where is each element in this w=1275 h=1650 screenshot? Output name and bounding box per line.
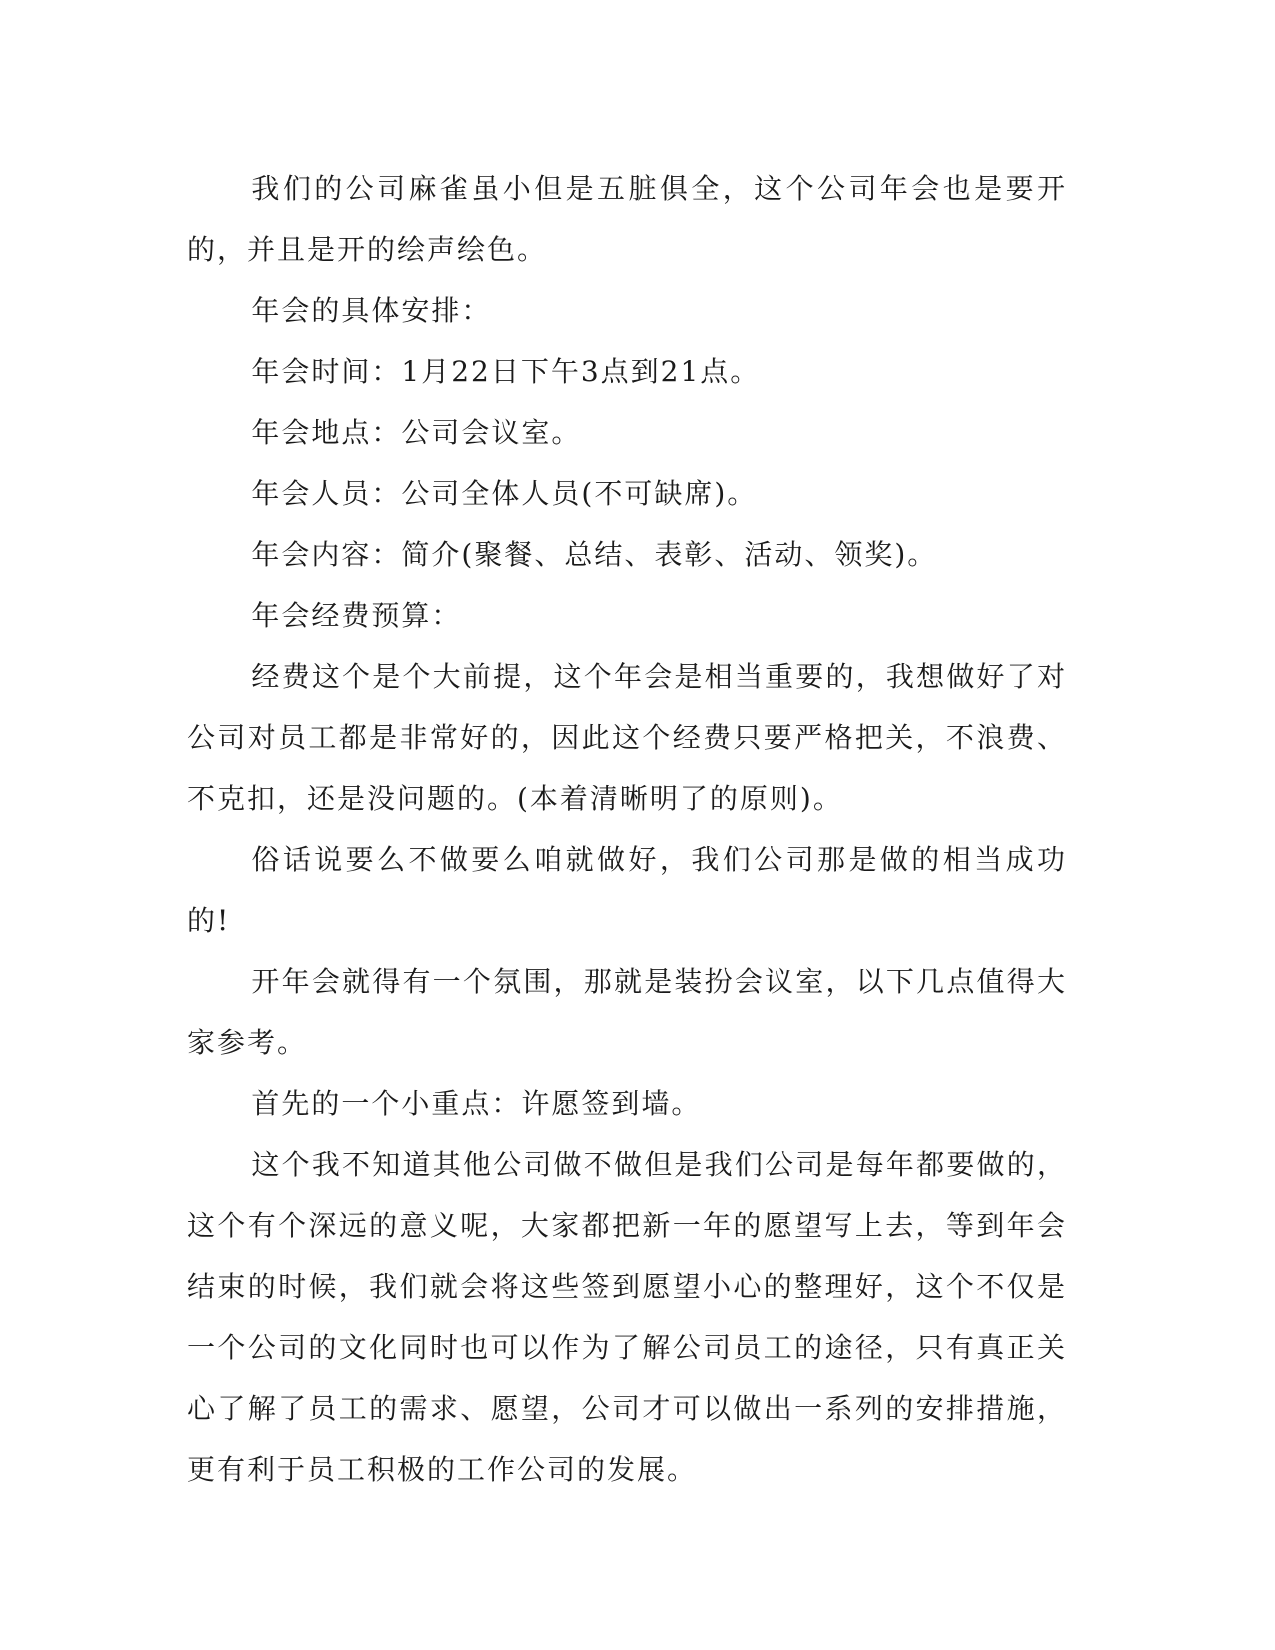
paragraph-content: 年会内容：简介(聚餐、总结、表彰、活动、领奖)。 [251, 538, 938, 571]
paragraph-location: 年会地点：公司会议室。 [251, 416, 582, 449]
paragraph-intro: 我们的公司麻雀虽小但是五脏俱全，这个公司年会也是要开的，并且是开的绘声绘色。 [187, 172, 1067, 266]
paragraph-time: 年会时间：1月22日下午3点到21点。 [251, 355, 761, 388]
paragraph-arrangement-heading: 年会的具体安排： [251, 294, 492, 327]
paragraph-wish-wall: 这个我不知道其他公司做不做但是我们公司是每年都要做的，这个有个深远的意义呢，大家都把新一年的愿望写上去，等到年会结束的时候，我们就会将这些签到愿望小心的整理好，这个不仅是一个公司的文化同时也可以作为了解公司员工的途径，只有真正关心了解了员工的需求、愿望，公司才可以做出一系列的安排措施，更有利于员工积极的工作公司的发展。 [187, 1148, 1067, 1486]
paragraph-budget: 经费这个是个大前提，这个年会是相当重要的，我想做好了对公司对员工都是非常好的，因此这个经费只要严格把关，不浪费、不克扣，还是没问题的。(本着清晰明了的原则)。 [187, 660, 1067, 815]
paragraph-saying: 俗话说要么不做要么咱就做好，我们公司那是做的相当成功的! [187, 843, 1067, 937]
paragraph-decoration: 开年会就得有一个氛围，那就是装扮会议室，以下几点值得大家参考。 [187, 965, 1067, 1059]
paragraph-attendees: 年会人员：公司全体人员(不可缺席)。 [251, 477, 758, 510]
paragraph-budget-heading: 年会经费预算： [251, 599, 462, 632]
paragraph-wish-wall-heading: 首先的一个小重点：许愿签到墙。 [251, 1087, 702, 1120]
document-body [187, 158, 1067, 1500]
